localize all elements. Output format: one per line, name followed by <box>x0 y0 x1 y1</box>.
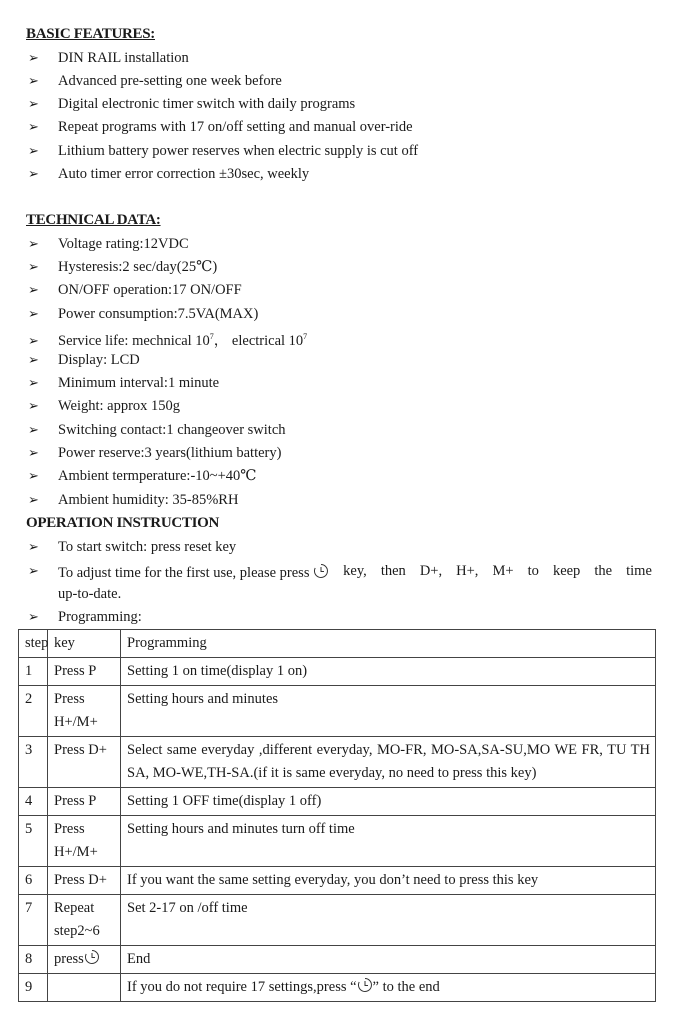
column-header-key: key <box>48 630 121 658</box>
arrow-bullet-icon: ➢ <box>28 375 39 390</box>
arrow-bullet-icon: ➢ <box>28 563 39 578</box>
programming-cell: If you do not require 17 settings,press “ ” to the end <box>121 974 656 1002</box>
key-cell: Press D+ <box>48 867 121 895</box>
key-cell: Press H+/M+ <box>48 686 121 737</box>
technical-data-item: ➢ Display: LCD <box>28 352 140 368</box>
table-row <box>19 737 656 788</box>
key-cell: Press P <box>48 658 121 686</box>
key-cell <box>48 974 121 1002</box>
clock-key-icon <box>357 977 373 993</box>
arrow-bullet-icon: ➢ <box>28 468 39 483</box>
table-row <box>19 686 656 737</box>
technical-data-item: ➢ Switching contact:1 changeover switch <box>28 422 286 438</box>
programming-cell: If you want the same setting everyday, you don’t need to press this key <box>121 867 656 895</box>
arrow-bullet-icon: ➢ <box>28 143 39 158</box>
programming-cell: Set 2-17 on /off time <box>121 895 656 946</box>
arrow-bullet-icon: ➢ <box>28 609 39 624</box>
technical-data-item: ➢ Weight: approx 150g <box>28 398 181 414</box>
step-cell: 5 <box>19 816 48 867</box>
basic-feature-item: ➢ Repeat programs with 17 on/off setting and manual over-ride <box>28 119 413 135</box>
table-row <box>19 895 656 946</box>
technical-data-item: ➢ Ambient termperature:-10~+40℃ <box>28 468 257 484</box>
operation-item-adjust: To adjust time for the first use, please press key, then D+, H+, M+ to keep the time <box>58 563 652 581</box>
key-cell: Repeat step2~6 <box>48 895 121 946</box>
arrow-bullet-icon: ➢ <box>28 119 39 134</box>
clock-key-icon <box>313 563 329 579</box>
programming-cell: Setting hours and minutes turn off time <box>121 816 656 867</box>
basic-feature-item: ➢ Auto timer error correction ±30sec, weekly <box>28 166 310 182</box>
arrow-bullet-icon: ➢ <box>28 259 39 274</box>
table-row <box>19 788 656 816</box>
table-row <box>19 816 656 867</box>
key-cell: press <box>48 946 121 974</box>
arrow-bullet-icon: ➢ <box>28 236 39 251</box>
clock-key-icon <box>84 949 100 965</box>
key-cell: Press D+ <box>48 737 121 788</box>
technical-data-item: ➢ Voltage rating:12VDC <box>28 236 189 252</box>
table-row <box>19 658 656 686</box>
service-life-item: ➢ Service life: mechnical $10^7$， electrical $10^7$ <box>28 332 308 349</box>
programming-table <box>18 629 656 1002</box>
arrow-bullet-icon: ➢ <box>28 333 39 348</box>
basic-features-heading: BASIC FEATURES: <box>26 26 155 42</box>
table-row <box>19 946 656 974</box>
basic-feature-item: ➢ DIN RAIL installation <box>28 50 189 66</box>
arrow-bullet-icon: ➢ <box>28 50 39 65</box>
step-cell: 3 <box>19 737 48 788</box>
technical-data-item: ➢ Ambient humidity: 35-85%RH <box>28 492 239 508</box>
step-cell: 2 <box>19 686 48 737</box>
arrow-bullet-icon: ➢ <box>28 352 39 367</box>
technical-data-item: ➢ Minimum interval:1 minute <box>28 375 220 391</box>
basic-feature-item: ➢ Lithium battery power reserves when electric supply is cut off <box>28 143 419 159</box>
step-cell: 9 <box>19 974 48 1002</box>
programming-cell: Setting hours and minutes <box>121 686 656 737</box>
basic-feature-item: ➢ Advanced pre-setting one week before <box>28 73 282 89</box>
arrow-bullet-icon: ➢ <box>28 282 39 297</box>
key-cell: Press P <box>48 788 121 816</box>
step-cell: 1 <box>19 658 48 686</box>
operation-item-adjust-bullet <box>28 563 58 580</box>
table-header-row <box>19 630 656 658</box>
arrow-bullet-icon: ➢ <box>28 96 39 111</box>
technical-data-item: ➢ Hysteresis:2 sec/day(25℃) <box>28 259 218 275</box>
technical-data-heading: TECHNICAL DATA: <box>26 212 161 228</box>
programming-cell: End <box>121 946 656 974</box>
arrow-bullet-icon: ➢ <box>28 306 39 321</box>
arrow-bullet-icon: ➢ <box>28 492 39 507</box>
step-cell: 4 <box>19 788 48 816</box>
step-cell: 7 <box>19 895 48 946</box>
arrow-bullet-icon: ➢ <box>28 539 39 554</box>
operation-item-adjust-line2: up-to-date. <box>58 586 122 602</box>
programming-cell: Setting 1 on time(display 1 on) <box>121 658 656 686</box>
table-row <box>19 867 656 895</box>
arrow-bullet-icon: ➢ <box>28 73 39 88</box>
programming-cell: Setting 1 OFF time(display 1 off) <box>121 788 656 816</box>
step-cell: 8 <box>19 946 48 974</box>
table-row <box>19 974 656 1002</box>
basic-feature-item: ➢ Digital electronic timer switch with daily programs <box>28 96 356 112</box>
programming-cell: Select same everyday ,different everyday, MO-FR, MO-SA,SA-SU,MO WE FR, TU TH SA, MO-WE,TH-SA.(if it is same everyday, no need to press this key) <box>121 737 656 788</box>
key-cell: Press H+/M+ <box>48 816 121 867</box>
technical-data-item: ➢ Power reserve:3 years(lithium battery) <box>28 445 282 461</box>
arrow-bullet-icon: ➢ <box>28 398 39 413</box>
column-header-programming: Programming <box>121 630 656 658</box>
technical-data-item: ➢ Power consumption:7.5VA(MAX) <box>28 306 259 322</box>
arrow-bullet-icon: ➢ <box>28 422 39 437</box>
technical-data-item: ➢ ON/OFF operation:17 ON/OFF <box>28 282 242 298</box>
step-cell: 6 <box>19 867 48 895</box>
column-header-step: step <box>19 630 48 658</box>
operation-heading: OPERATION INSTRUCTION <box>26 515 220 531</box>
arrow-bullet-icon: ➢ <box>28 166 39 181</box>
operation-item-start: ➢ To start switch: press reset key <box>28 539 237 555</box>
operation-item-programming: ➢ Programming: <box>28 609 142 625</box>
arrow-bullet-icon: ➢ <box>28 445 39 460</box>
